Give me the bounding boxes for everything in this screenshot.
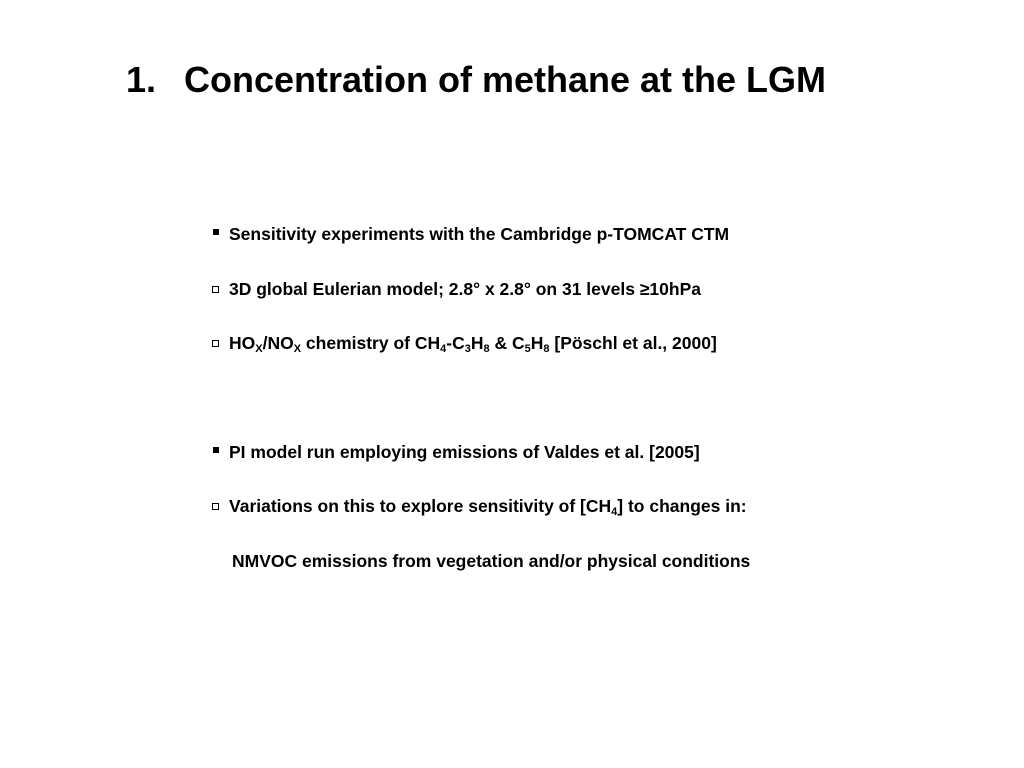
open-square-bullet-icon [212,340,219,347]
variations-text: ] to changes in: [617,496,747,516]
slide-title [126,58,826,101]
chem-text: H [530,333,544,353]
chem-subscript: 8 [543,343,550,355]
chem-text: H [470,333,484,353]
bullet-text: PI model run employing emissions of Valdes et al. [2005] [229,442,700,462]
chem-text: /NO [262,333,294,353]
variations-text: Variations on this to explore sensitivity of [CH [229,496,612,516]
filled-square-bullet-icon [213,229,219,235]
chem-text: -C [446,333,465,353]
bullet-pi-model-run [213,442,700,463]
open-square-bullet-icon [212,286,219,293]
chem-text: HO [229,333,256,353]
bullet-text: Sensitivity experiments with the Cambridge p-TOMCAT CTM [229,224,730,244]
chem-text: [Pöschl et al., 2000] [549,333,717,353]
chem-subscript: X [255,343,263,355]
chem-subscript: 8 [483,343,490,355]
title-text: Concentration of methane at the LGM [184,59,827,100]
continuation-nmvoc [232,551,750,572]
open-square-bullet-icon [212,503,219,510]
subbullet-variations [212,496,747,517]
title-number: 1. [126,59,157,100]
chem-text: & C [489,333,525,353]
subbullet-text: 3D global Eulerian model; 2.8° x 2.8° on 31 levels ≥10hPa [229,279,701,299]
chem-text: chemistry of CH [301,333,441,353]
continuation-text: NMVOC emissions from vegetation and/or physical conditions [232,551,751,571]
chem-subscript: X [293,343,302,355]
subbullet-chemistry [212,333,717,354]
subbullet-model-description [212,279,701,300]
variations-subscript: 4 [611,506,618,518]
chem-subscript: 4 [440,343,447,355]
filled-square-bullet-icon [213,447,219,453]
bullet-sensitivity-experiments [213,224,729,245]
chem-subscript: 3 [464,343,471,355]
chem-subscript: 5 [524,343,531,355]
